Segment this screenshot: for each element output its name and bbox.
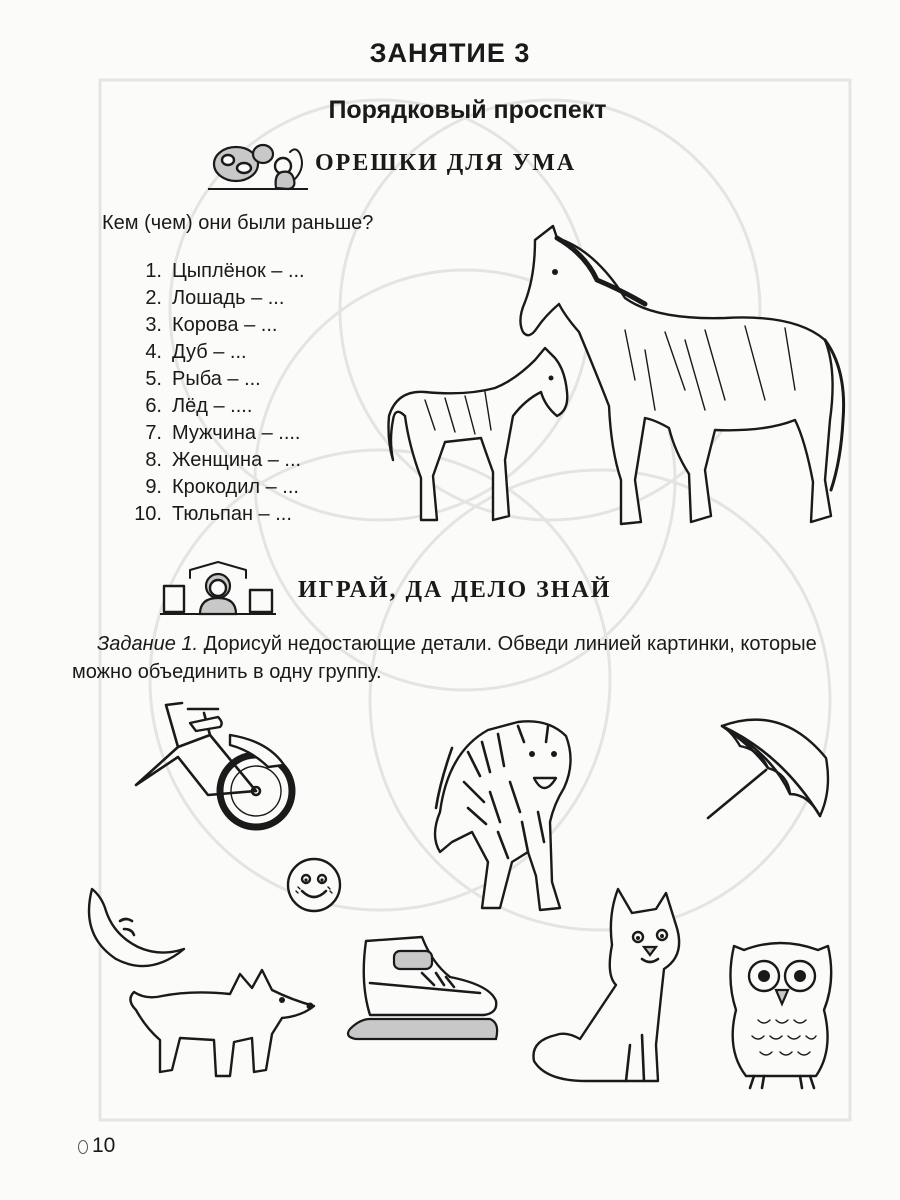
lesson-title: ЗАНЯТИЕ 3 [369,38,531,68]
list-item: 1. Цыплёнок – ... [145,260,305,282]
smiling-sun-picture [284,855,344,915]
task-text: Дорисуй недостающие детали. Обведи линией картинки, которые можно объединить в одну группу. [72,633,817,683]
list-item: 2. Лошадь – ... [145,287,285,309]
list-item: 8. Женщина – ... [145,449,302,471]
list-item: 9. Крокодил – ... [145,476,299,498]
ice-skate-picture [340,933,505,1048]
bicycle-picture [118,695,303,835]
task-instructions [72,630,862,686]
umbrella-picture [702,710,837,840]
list-item: 5. Рыба – ... [145,368,261,390]
list-item: 6. Лёд – .... [145,395,253,417]
squirrel-with-nuts-icon [208,140,308,192]
page-number: 10 [92,1134,116,1157]
list-item: 4. Дуб – ... [145,341,247,363]
horse-and-foal-illustration [385,220,855,540]
page-corner-mark [78,1140,88,1154]
list-item: 10. Тюльпан – ... [134,503,292,525]
riddle-list [118,258,305,528]
cat-picture [526,885,686,1090]
riddle-question: Кем (чем) они были раньше? [102,212,374,234]
list-item: 7. Мужчина – .... [145,422,301,444]
lesson-subtitle: Порядковый проспект [328,96,607,124]
section-title-play-and-learn: ИГРАЙ, ДА ДЕЛО ЗНАЙ [298,577,612,603]
list-item: 3. Корова – ... [145,314,278,336]
fox-picture [122,960,322,1085]
section-title-brain-nuts: ОРЕШКИ ДЛЯ УМА [315,150,577,176]
scholar-with-books-icon [160,556,276,616]
owl-picture [724,940,839,1095]
task-label: Задание 1. [97,633,199,655]
